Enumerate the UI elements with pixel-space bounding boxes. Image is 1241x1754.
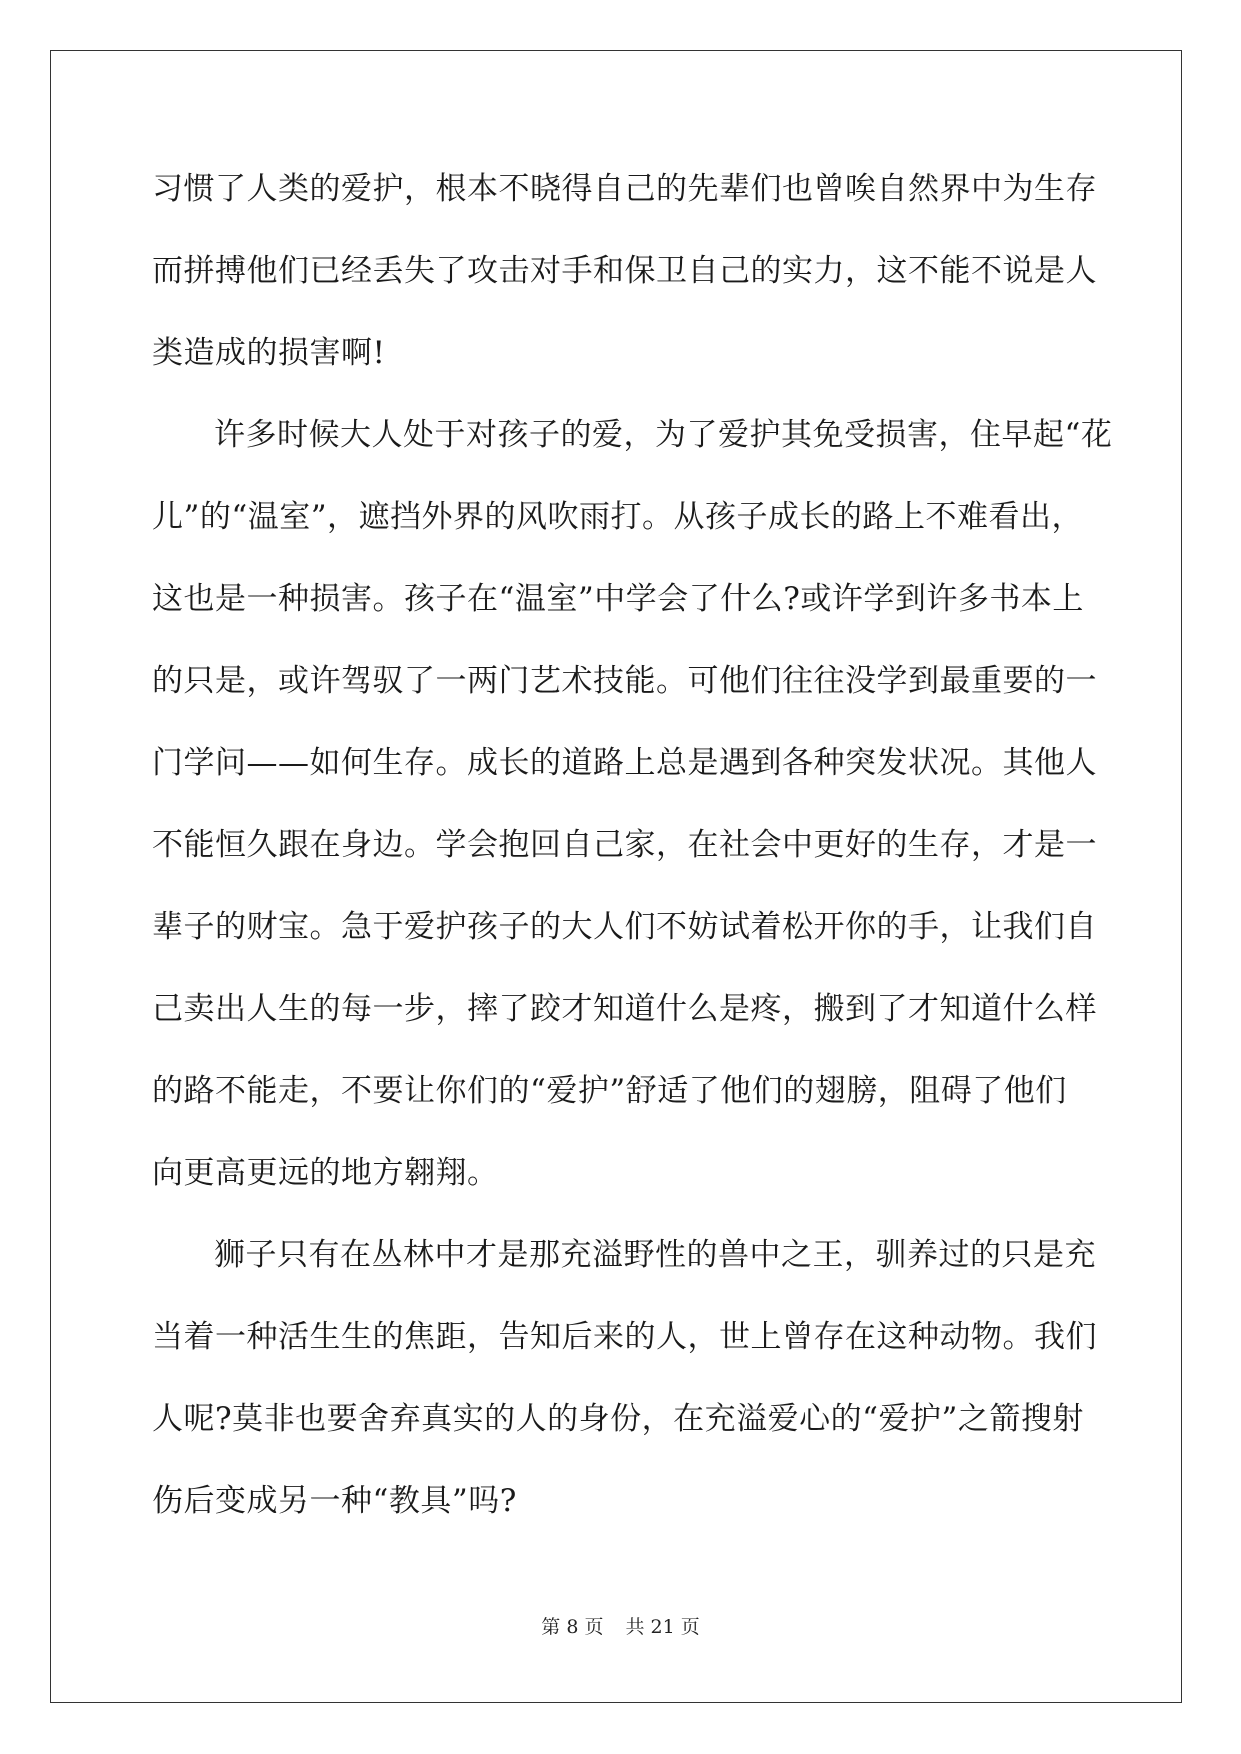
page-footer [0,1612,1241,1639]
text-line: 人呢?莫非也要舍弃真实的人的身份，在充溢爱心的“爱护”之箭搜射 [152,1401,1084,1437]
text-line: 辈子的财宝。急于爱护孩子的大人们不妨试着松开你的手，让我们自 [152,909,1097,945]
text-line: 的路不能走，不要让你们的“爱护”舒适了他们的翅膀，阻碍了他们 [152,1073,1067,1109]
text-line: 而拼搏他们已经丢失了攻击对手和保卫自己的实力，这不能不说是人 [152,253,1097,289]
text-line: 不能恒久跟在身边。学会抱回自己家，在社会中更好的生存，才是一 [152,827,1097,863]
paragraph-3 [152,1214,1097,1542]
text-line: 伤后变成另一种“教具”吗? [152,1483,517,1519]
text-line: 许多时候大人处于对孩子的爱，为了爱护其免受损害，住早起“花 [214,417,1113,453]
text-line: 类造成的损害啊! [152,335,386,371]
text-line: 的只是，或许驾驭了一两门艺术技能。可他们往往没学到最重要的一 [152,663,1097,699]
document-body [152,148,1113,1542]
text-line: 习惯了人类的爱护，根本不晓得自己的先辈们也曾唉自然界中为生存 [152,171,1097,207]
paragraph-2 [152,394,1113,1214]
text-line: 狮子只有在丛林中才是那充溢野性的兽中之王，驯养过的只是充 [214,1237,1096,1273]
text-line: 儿”的“温室”，遮挡外界的风吹雨打。从孩子成长的路上不难看出， [152,499,1084,535]
text-line: 门学问——如何生存。成长的道路上总是遇到各种突发状况。其他人 [152,745,1097,781]
page-number: 第 8 页 [541,1616,604,1638]
text-line: 这也是一种损害。孩子在“温室”中学会了什么?或许学到许多书本上 [152,581,1084,617]
text-line: 向更高更远的地方翱翔。 [152,1155,499,1191]
total-pages: 共 21 页 [625,1616,700,1638]
text-line: 当着一种活生生的焦距，告知后来的人，世上曾存在这种动物。我们 [152,1319,1097,1355]
text-line: 己卖出人生的每一步，摔了跤才知道什么是疼，搬到了才知道什么样 [152,991,1097,1027]
paragraph-1 [152,148,1097,394]
